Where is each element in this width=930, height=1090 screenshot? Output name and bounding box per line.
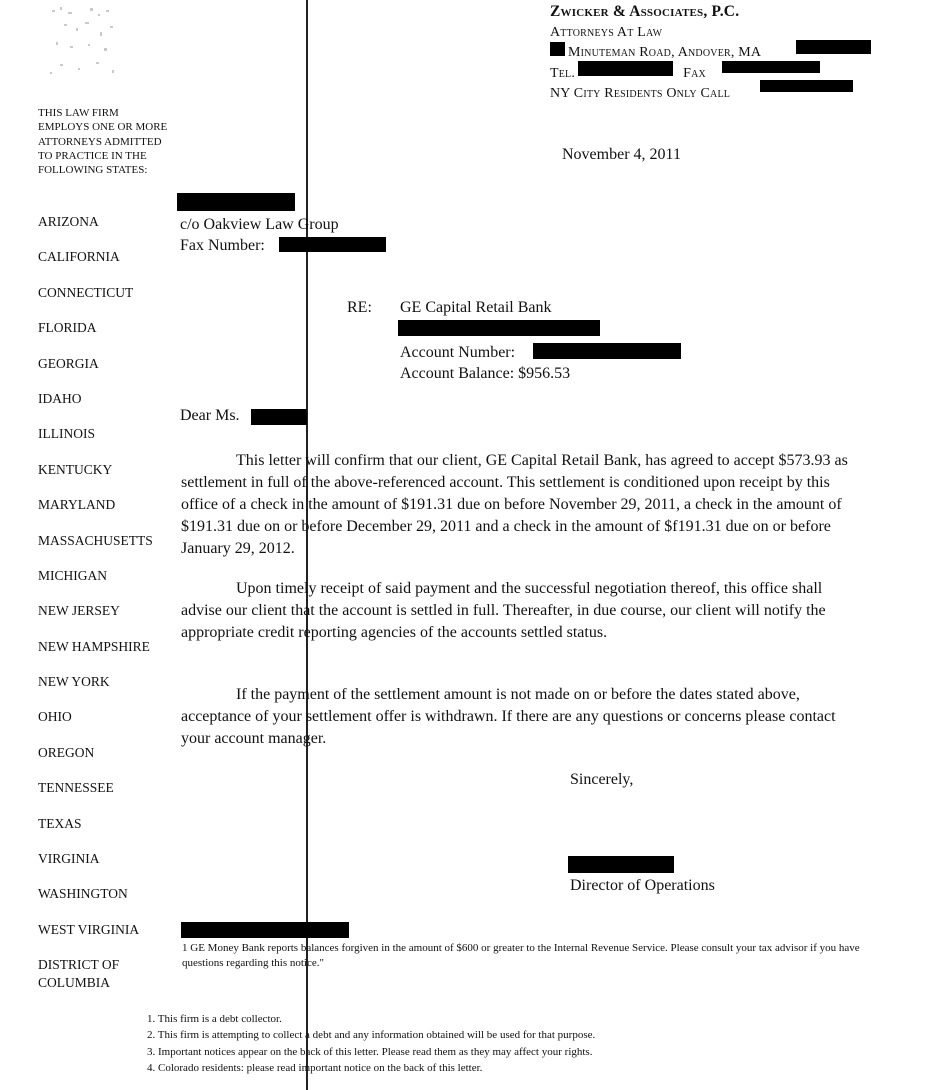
state-item: OHIO — [38, 709, 72, 725]
state-item: ARIZONA — [38, 214, 99, 229]
state-list — [38, 213, 178, 992]
ny-line: NY City Residents Only Call — [550, 86, 731, 101]
state-disclosure: THIS LAW FIRM EMPLOYS ONE OR MORE ATTORNEYS ADMITTED TO PRACTICE IN THE FOLLOWING STATES: — [38, 107, 168, 177]
body-paragraph: Upon timely receipt of said payment and the successful negotiation thereof, this office shall advise our client that the account is settled in full. Thereafter, in due course, our client will notify the appropriate credit reporting agencies of the accounts settled status. — [181, 580, 826, 641]
state-item: CALIFORNIA — [38, 249, 120, 265]
state-item: GEORGIA — [38, 355, 99, 371]
address-line: Minuteman Road, Andover, MA — [568, 45, 762, 60]
state-item: MARYLAND — [38, 497, 116, 513]
body-paragraph: This letter will confirm that our client, GE Capital Retail Bank, has agreed to accept $573.93 as settlement in full of the above-referenced account. This settlement is conditioned upon receipt by this office of a check in the amount of $191.31 due on before November 29, 2011, a check in the amount of $191.31 due on or before December 29, 2011 and a check in the amount of $f191.31 due on or before January 29, 2012. — [181, 452, 848, 557]
letter-date: November 4, 2011 — [562, 146, 681, 163]
body-paragraph: If the payment of the settlement amount is not made on or before the dates stated above, acceptance of your settlement offer is withdrawn. If there are any questions or concerns please contact your account manager. — [181, 686, 836, 747]
notice-list — [147, 1011, 867, 1076]
notice-item: 1. This firm is a debt collector. — [147, 1013, 282, 1025]
state-item: CONNECTICUT — [38, 284, 134, 300]
state-item: NEW JERSEY — [38, 603, 120, 619]
state-item: NEW YORK — [38, 674, 110, 690]
closing: Sincerely, — [570, 771, 634, 788]
state-item: NEW HAMPSHIRE — [38, 638, 150, 654]
notice-item: 2. This firm is attempting to collect a debt and any information obtained will be used for that purpose. — [147, 1029, 596, 1042]
redaction — [550, 42, 565, 56]
phone-line: Tel. Fax — [550, 65, 706, 81]
state-item: WASHINGTON — [38, 886, 128, 902]
state-item: DISTRICT OF COLUMBIA — [38, 957, 120, 991]
care-of: c/o Oakview Law Group — [180, 216, 339, 233]
state-item: ILLINOIS — [38, 426, 95, 442]
firm-logo-faded — [40, 2, 130, 82]
redaction — [398, 320, 600, 336]
redaction — [760, 80, 853, 92]
letterhead — [550, 2, 761, 105]
attorneys-line: Attorneys At Law — [550, 24, 663, 40]
fax-number-label: Fax Number: — [180, 237, 265, 254]
notice-item: 3. Important notices appear on the back of this letter. Please read them as they may affect your rights. — [147, 1045, 593, 1058]
state-item: MICHIGAN — [38, 567, 107, 583]
signer-title: Director of Operations — [570, 877, 715, 894]
re-bank: GE Capital Retail Bank — [400, 299, 552, 316]
redaction — [578, 61, 673, 76]
footnote: 1 GE Money Bank reports balances forgiven in the amount of $600 or greater to the Internal Revenue Service. Please consult your tax advisor if you have questions regarding this notice." — [182, 942, 860, 969]
redaction — [177, 193, 295, 211]
signature-redaction — [568, 856, 674, 873]
redaction — [181, 922, 349, 938]
redaction — [279, 237, 386, 252]
salutation: Dear Ms. — [180, 407, 240, 424]
re-label: RE: — [347, 299, 372, 316]
account-number-label: Account Number: — [400, 344, 516, 361]
redaction — [533, 343, 681, 359]
state-item: WEST VIRGINIA — [38, 921, 140, 937]
state-item: FLORIDA — [38, 320, 97, 336]
redaction — [722, 61, 820, 73]
state-item: TEXAS — [38, 815, 82, 831]
state-item: OREGON — [38, 744, 95, 760]
state-item: TENNESSEE — [38, 780, 114, 796]
redaction — [796, 40, 871, 54]
state-item: MASSACHUSETTS — [38, 532, 153, 548]
redaction — [251, 409, 307, 425]
state-item: VIRGINIA — [38, 851, 100, 867]
state-item: KENTUCKY — [38, 461, 113, 477]
notice-item: 4. Colorado residents: please read important notice on the back of this letter. — [147, 1061, 483, 1074]
state-item: IDAHO — [38, 390, 82, 406]
firm-name: Zwicker & Associates, P.C. — [550, 3, 740, 20]
account-balance: Account Balance: $956.53 — [400, 365, 571, 382]
